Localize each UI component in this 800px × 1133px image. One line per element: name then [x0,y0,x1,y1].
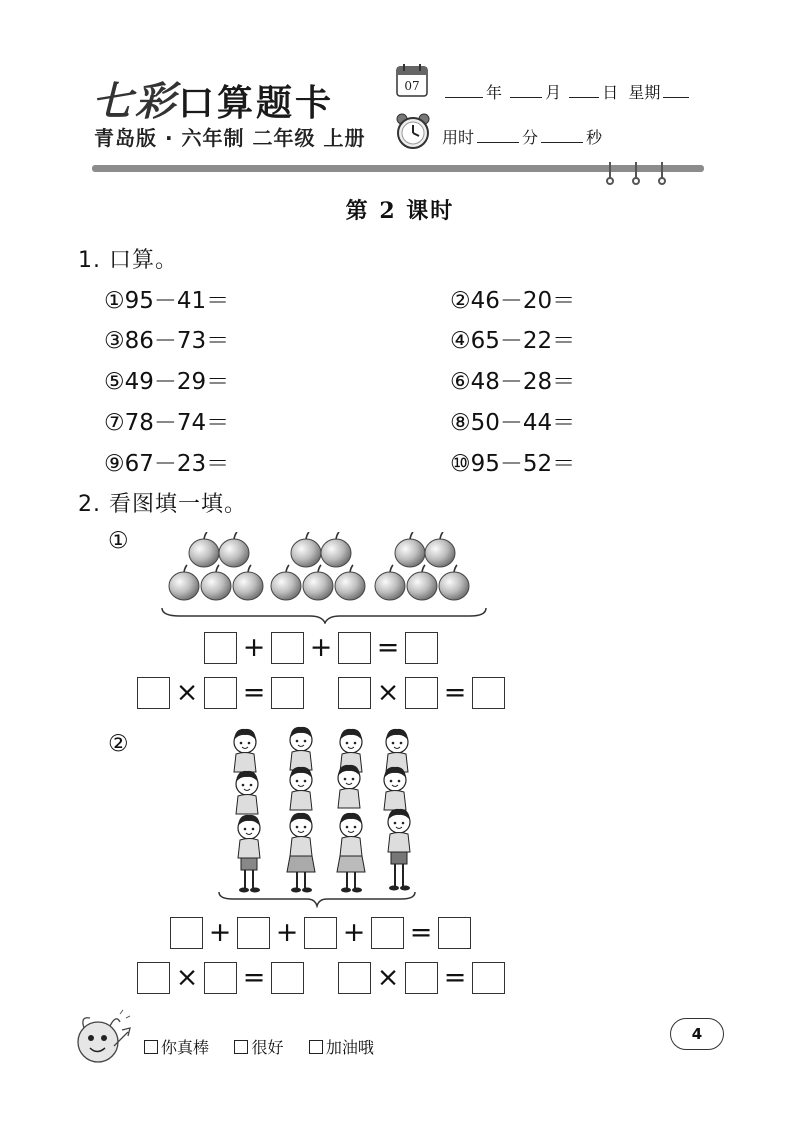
plus-sign: + [242,632,266,663]
rating-good[interactable]: 很好 [234,1038,283,1057]
equals-sign: = [409,917,433,948]
apple-group-1 [169,532,263,600]
equals-sign: = [443,962,467,993]
problem-10[interactable]: ⑩95－52＝ [450,451,576,477]
problem-4[interactable]: ④65－22＝ [450,328,576,354]
answer-box[interactable] [204,632,237,664]
answer-box[interactable] [338,677,371,709]
problem-3[interactable]: ③86－73＝ [104,328,230,354]
answer-box[interactable] [271,632,304,664]
answer-box[interactable] [237,917,270,949]
answer-box[interactable] [338,962,371,994]
rating-great[interactable]: 你真棒 [144,1038,209,1057]
section2-title: 2. 看图填一填。 [78,492,247,517]
problem-8[interactable]: ⑧50－44＝ [450,410,576,436]
brand-logo [92,70,334,127]
answer-box[interactable] [472,962,505,994]
answer-box[interactable] [170,917,203,949]
answer-box[interactable] [438,917,471,949]
month-label: 月 [545,83,562,102]
calendar-icon [396,63,428,97]
plus-sign: + [309,632,333,663]
binder-rings-icon [600,160,670,186]
answer-box[interactable] [137,962,170,994]
edition-label: 青岛版 · 六年制 二年级 上册 [94,126,366,150]
checkbox-icon[interactable] [144,1040,158,1054]
year-label: 年 [486,83,503,102]
brand-script: 七彩 [92,78,178,125]
problem-9[interactable]: ⑨67－23＝ [104,451,230,477]
answer-box[interactable] [405,962,438,994]
seconds-label: 秒 [586,128,603,147]
answer-box[interactable] [472,677,505,709]
children-brace [219,892,415,906]
month-blank[interactable] [510,81,542,98]
mascot-icon [70,1008,132,1068]
equals-sign: = [242,677,266,708]
answer-box[interactable] [204,677,237,709]
day-label: 日 [602,83,619,102]
answer-box[interactable] [271,962,304,994]
equals-sign: = [443,677,467,708]
weekday-blank[interactable] [663,81,689,98]
answer-box[interactable] [137,677,170,709]
minutes-blank[interactable] [477,126,519,143]
checkbox-icon[interactable] [234,1040,248,1054]
equals-sign: = [376,632,400,663]
rating-keep-going[interactable]: 加油哦 [309,1038,374,1057]
equals-sign: = [242,962,266,993]
time-fill-line [442,125,602,148]
apples-brace [162,608,486,623]
rating-options [144,1035,374,1058]
answer-box[interactable] [405,677,438,709]
times-sign: × [376,677,400,708]
page-number: 4 [670,1018,724,1050]
date-fill-line [442,80,692,103]
apple-group-3 [375,532,469,600]
weekday-label: 星期 [628,83,661,102]
answer-box[interactable] [204,962,237,994]
children-illustration [215,722,420,908]
checkbox-icon[interactable] [309,1040,323,1054]
problem-7[interactable]: ⑦78－74＝ [104,410,230,436]
apple-group-2 [271,532,365,600]
problem-6[interactable]: ⑥48－28＝ [450,369,576,395]
section1-title: 1. 口算。 [78,248,178,273]
answer-box[interactable] [371,917,404,949]
plus-sign: + [342,917,366,948]
part2-label: ② [108,731,129,757]
problem-5[interactable]: ⑤49－29＝ [104,369,230,395]
plus-sign: + [275,917,299,948]
times-sign: × [376,962,400,993]
times-sign: × [175,677,199,708]
lesson-title: 第 2 课时 [345,198,455,224]
alarm-clock-icon [394,112,432,150]
brand-title: 口算题卡 [178,83,335,124]
problem-2[interactable]: ②46－20＝ [450,288,576,314]
answer-box[interactable] [304,917,337,949]
answer-box[interactable] [338,632,371,664]
day-blank[interactable] [569,81,599,98]
part1-label: ① [108,528,129,554]
time-label: 用时 [442,128,475,147]
apples-illustration [160,532,490,624]
times-sign: × [175,962,199,993]
plus-sign: + [208,917,232,948]
calendar-number: 07 [404,79,420,93]
answer-box[interactable] [271,677,304,709]
year-blank[interactable] [445,81,483,98]
minutes-label: 分 [522,128,539,147]
answer-box[interactable] [405,632,438,664]
problem-1[interactable]: ①95－41＝ [104,288,230,314]
seconds-blank[interactable] [541,126,583,143]
